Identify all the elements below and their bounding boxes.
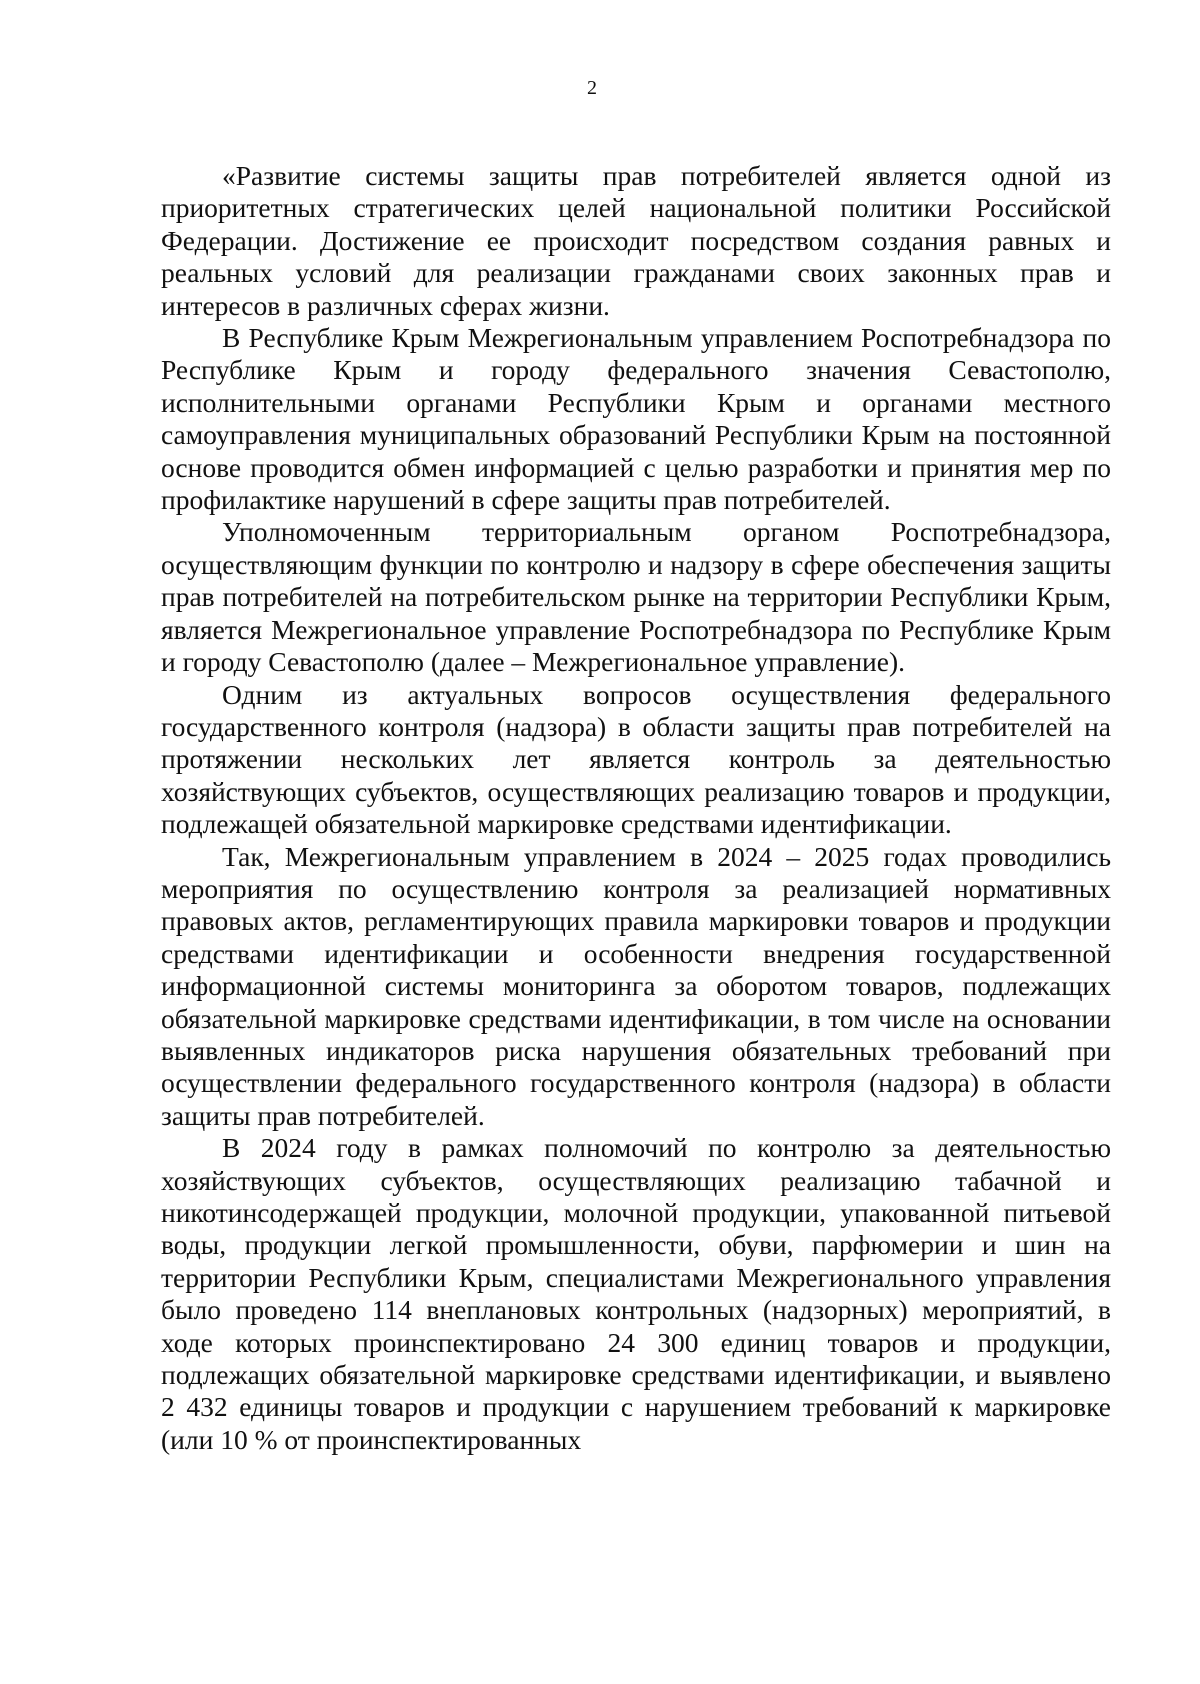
- paragraph: В Республике Крым Межрегиональным управлением Роспотребнадзора по Республике Крым и городу федерального значения Севастополю, исполнительными органами Республики Крым и органами местного самоуправления муниципальных образований Республики Крым на постоянной основе проводится обмен информацией с целью разработки и принятия мер по профилактике нарушений в сфере защиты прав потребителей.: [161, 322, 1111, 516]
- page-number: 2: [587, 77, 597, 99]
- paragraph: В 2024 году в рамках полномочий по контролю за деятельностью хозяйствующих субъектов, осуществляющих реализацию табачной и никотинсодержащей продукции, молочной продукции, упакованной питьевой воды, продукции легкой промышленности, обуви, парфюмерии и шин на территории Республики Крым, специалистами Межрегионального управления было проведено 114 внеплановых контрольных (надзорных) мероприятий, в ходе которых проинспектировано 24 300 единиц товаров и продукции, подлежащих обязательной маркировке средствами идентификации, и выявлено 2 432 единицы товаров и продукции с нарушением требований к маркировке (или 10 % от проинспектированных: [161, 1132, 1111, 1455]
- paragraph: Так, Межрегиональным управлением в 2024 – 2025 годах проводились мероприятия по осуществлению контроля за реализацией нормативных правовых актов, регламентирующих правила маркировки товаров и продукции средствами идентификации и особенности внедрения государственной информационной системы мониторинга за оборотом товаров, подлежащих обязательной маркировке средствами идентификации, в том числе на основании выявленных индикаторов риска нарушения обязательных требований при осуществлении федерального государственного контроля (надзора) в области защиты прав потребителей.: [161, 840, 1111, 1131]
- document-body: [161, 160, 1111, 1456]
- paragraph: «Развитие системы защиты прав потребителей является одной из приоритетных стратегических целей национальной политики Российской Федерации. Достижение ее происходит посредством создания равных и реальных условий для реализации гражданами своих законных прав и интересов в различных сферах жизни.: [161, 160, 1111, 321]
- paragraph: Одним из актуальных вопросов осуществления федерального государственного контроля (надзора) в области защиты прав потребителей на протяжении нескольких лет является контроль за деятельностью хозяйствующих субъектов, осуществляющих реализацию товаров и продукции, подлежащей обязательной маркировке средствами идентификации.: [161, 678, 1111, 840]
- paragraph: Уполномоченным территориальным органом Роспотребнадзора, осуществляющим функции по контролю и надзору в сфере обеспечения защиты прав потребителей на потребительском рынке на территории Республики Крым, является Межрегиональное управление Роспотребнадзора по Республике Крым и городу Севастополю (далее – Межрегиональное управление).: [161, 516, 1111, 678]
